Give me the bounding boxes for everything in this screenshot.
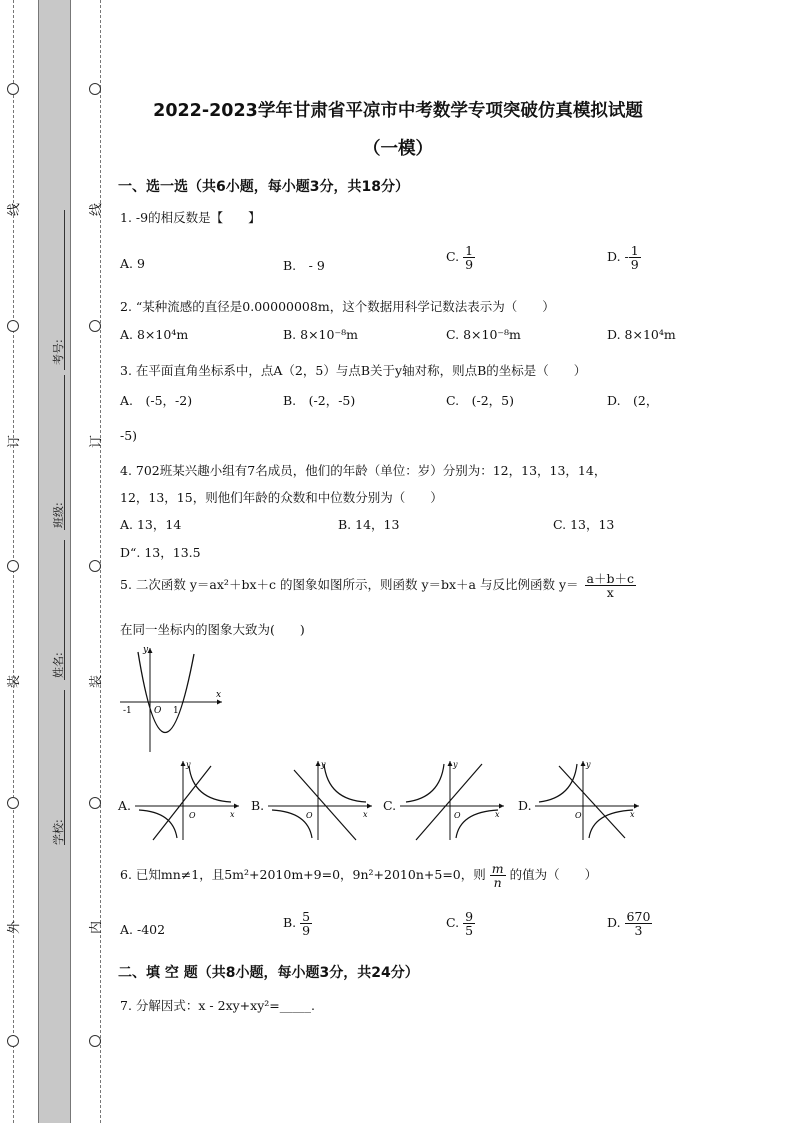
binding-mark: 内 [89,920,105,935]
school-label: 学校: [52,819,65,845]
option-b: B. 8×10⁻⁸m [283,327,358,342]
x-axis-label: x [216,690,222,700]
frac-num: 5 [302,909,311,924]
question-1: 1. -9的相反数是【 】 [120,210,261,225]
option-a: A. (-5，-2) [120,393,193,408]
section-heading: 二、填 空 题（共8小题，每小题3分，共24分） [118,965,419,981]
binding-mark: 线 [7,202,23,217]
frac-den: 5 [465,923,474,939]
option-c: C. 8×10⁻⁸m [446,327,521,342]
binding-hole [89,1035,101,1047]
tick-label: -1 [123,706,132,716]
binding-hole [89,560,101,572]
option-c-graph [398,758,508,842]
option-a: A. -402 [120,922,166,937]
field-underline [64,210,65,370]
x-axis-label: x [495,810,500,819]
question-5-line2: 在同一坐标内的图象大致为( ) [120,622,305,637]
origin-label: O [454,811,461,820]
option-a: A. 13，14 [120,517,182,532]
option-d: D. 8×10⁴m [607,327,676,342]
option-c: C. $\frac{1}{9}$ [446,243,474,273]
origin-label: O [306,811,313,820]
option-a: A. [118,798,132,813]
frac-den: x [606,585,614,601]
question-3: 3. 在平面直角坐标系中，点A（2，5）与点B关于y轴对称，则点B的坐标是（ ） [120,363,587,378]
option-c: C. 13，13 [553,517,615,532]
class-label: 班级: [52,502,65,528]
origin-label: O [154,706,162,716]
question-7: 7. 分解因式：x - 2xy+xy²=_____. [120,998,315,1013]
binding-mark: 线 [89,202,105,217]
option-c: C. $\frac{9}{5}$ [446,909,474,939]
binding-mark: 订 [89,434,105,449]
frac-den: 3 [634,923,643,939]
y-axis-label: y [586,760,591,769]
binding-hole [7,83,19,95]
option-b: B. - 9 [283,258,325,273]
binding-hole [89,797,101,809]
page-subtitle: （一模） [363,139,433,159]
binding-hole [7,560,19,572]
option-d: D. (2， [607,393,659,408]
field-underline [64,375,65,530]
question-4-line2: 12，13，15，则他们年龄的众数和中位数分别为（ ） [120,490,443,505]
binding-mark: 订 [7,434,23,449]
question-4: 4. 702班某兴趣小组有7名成员，他们的年龄（单位：岁）分别为：12，13，13，14， [120,463,607,478]
frac-num: 670 [626,909,651,924]
parabola-graph [116,642,228,754]
frac-den: n [493,875,502,891]
frac-den: 9 [302,923,311,939]
binding-hole [89,83,101,95]
option-b: B. [251,798,265,813]
option-d: D“. 13，13.5 [120,545,201,560]
option-b: B. $\frac{5}{9}$ [283,909,311,939]
option-b: B. 14，13 [338,517,400,532]
exam-number-label: 考号: [52,339,65,365]
y-axis-label: y [321,760,326,769]
tick-label: 1 [173,706,179,716]
binding-hole [7,797,19,809]
option-d: D. - $\frac{1}{9}$ [607,243,639,273]
option-b-graph [266,758,376,842]
x-axis-label: x [363,810,368,819]
option-c: C. (-2，5) [446,393,514,408]
question-2: 2. “某种流感的直径是0.00000008m，这个数据用科学记数法表示为（ ） [120,299,555,314]
y-axis-label: y [143,645,149,655]
question-6: 6. 已知mn≠1，且5m²+2010m+9=0，9n²+2010n+5=0，则 $\frac{m}{n}$ 的值为（ ） [120,861,598,891]
option-a: A. 9 [120,256,145,271]
binding-hole [89,320,101,332]
binding-mark: 外 [7,920,23,935]
option-c: C. [383,798,397,813]
option-d-graph [533,758,643,842]
name-label: 姓名: [52,652,65,678]
option-d-continued: -5) [120,428,138,443]
frac-num: 1 [465,243,474,258]
frac-den: 9 [465,257,474,273]
binding-hole [7,320,19,332]
binding-strip [38,0,71,1123]
y-axis-label: y [186,760,191,769]
option-a-graph [133,758,243,842]
frac-num: m [491,861,504,876]
origin-label: O [189,811,196,820]
binding-hole [7,1035,19,1047]
field-underline [64,540,65,680]
option-d: D. $\frac{670}{3}$ [607,909,651,939]
x-axis-label: x [230,810,235,819]
origin-label: O [575,811,582,820]
option-d: D. [518,798,532,813]
y-axis-label: y [453,760,458,769]
frac-num: a＋b＋c [586,571,634,586]
section-heading: 一、选一选（共6小题，每小题3分，共18分） [118,179,409,195]
x-axis-label: x [630,810,635,819]
binding-mark: 装 [7,674,23,689]
frac-num: 1 [630,243,639,258]
frac-num: 9 [465,909,474,924]
frac-den: 9 [630,257,639,273]
binding-mark: 装 [89,674,105,689]
option-a: A. 8×10⁴m [120,327,189,342]
field-underline [64,690,65,845]
question-5: 5. 二次函数 y＝ax²＋bx＋c 的图象如图所示，则函数 y＝bx＋a 与反比例函数 y＝ $\frac{a+b+c}{x}$ [120,571,634,601]
option-b: B. (-2，-5) [283,393,356,408]
page-title: 2022-2023学年甘肃省平凉市中考数学专项突破仿真模拟试题 [153,101,643,121]
inner-dashed-line [100,0,101,1123]
